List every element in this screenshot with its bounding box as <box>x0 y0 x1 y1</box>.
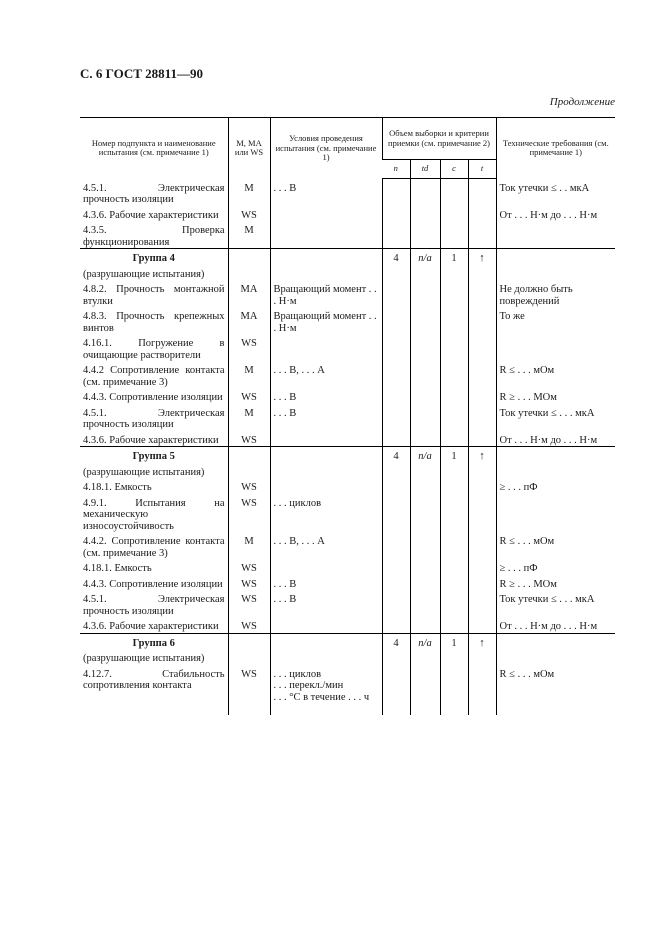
sample-t-cell <box>468 559 496 575</box>
sample-td-cell <box>410 617 440 633</box>
sample-c-cell <box>440 206 468 222</box>
sample-td-cell <box>410 265 440 281</box>
sample-n-cell <box>382 280 410 307</box>
sample-td-cell <box>410 361 440 388</box>
method-code-cell: WS <box>228 575 270 591</box>
conditions-cell: Вращающий момент . . . Н·м <box>270 280 382 307</box>
table-row <box>80 280 615 307</box>
test-name-cell: 4.4.3. Сопротивление изоляции <box>83 392 223 403</box>
table-row <box>80 463 615 479</box>
table-row <box>80 494 615 533</box>
sample-c-cell <box>440 221 468 249</box>
table-row <box>80 265 615 281</box>
sample-n-cell <box>382 404 410 431</box>
sample-t-cell <box>468 431 496 447</box>
sample-n-cell <box>382 665 410 716</box>
sample-c-cell <box>440 575 468 591</box>
test-name-cell: 4.9.1. Испытания на механическую износоустойчивость <box>83 497 225 532</box>
sample-c-cell <box>440 649 468 665</box>
sample-n-cell <box>382 388 410 404</box>
sample-t-cell <box>468 206 496 222</box>
sample-t-cell <box>468 463 496 479</box>
test-name-cell: (разрушающие испытания) <box>83 466 205 478</box>
conditions-cell: . . . В <box>270 575 382 591</box>
sample-c-cell <box>440 463 468 479</box>
sample-c-cell <box>440 334 468 361</box>
test-name-cell: 4.8.2. Прочность монтажной втулки <box>83 284 225 307</box>
test-name-cell: Группа 5 <box>80 447 228 463</box>
requirements-cell: От . . . Н·м до . . . Н·м <box>496 431 615 447</box>
method-code-cell: М <box>228 404 270 431</box>
table-row <box>80 665 615 716</box>
col-header-c: c <box>440 160 468 179</box>
conditions-cell <box>270 478 382 494</box>
col-header-n: n <box>382 160 410 179</box>
sample-c-cell: 1 <box>440 633 468 649</box>
test-name-cell: 4.5.1. Электрическая прочность изоляции <box>83 407 225 430</box>
requirements-cell <box>496 447 615 463</box>
sample-t-cell <box>468 478 496 494</box>
conditions-cell <box>270 249 382 265</box>
sample-n-cell <box>382 478 410 494</box>
requirements-cell <box>496 221 615 249</box>
table-row <box>80 179 615 206</box>
test-name-cell: (разрушающие испытания) <box>83 653 205 664</box>
group-header-row <box>80 249 615 265</box>
table-row <box>80 649 615 665</box>
sample-td-cell <box>410 280 440 307</box>
method-code-cell: WS <box>228 665 270 716</box>
sample-t-cell <box>468 361 496 388</box>
sample-n-cell <box>382 532 410 559</box>
table-row <box>80 334 615 361</box>
method-code-cell: WS <box>228 494 270 533</box>
test-name-cell: Группа 6 <box>80 633 228 649</box>
sample-n-cell <box>382 307 410 334</box>
test-name-cell: 4.5.1. Электрическая прочность изоляции <box>83 594 225 617</box>
method-code-cell: WS <box>228 559 270 575</box>
sample-t-cell <box>468 590 496 617</box>
test-name-cell: 4.18.1. Емкость <box>83 563 152 574</box>
sample-n-cell: 4 <box>382 249 410 265</box>
conditions-cell <box>270 649 382 665</box>
method-code-cell <box>228 265 270 281</box>
method-code-cell: WS <box>228 617 270 633</box>
sample-c-cell <box>440 431 468 447</box>
sample-c-cell <box>440 179 468 206</box>
method-code-cell <box>228 447 270 463</box>
sample-c-cell <box>440 265 468 281</box>
sample-n-cell <box>382 463 410 479</box>
sample-td-cell <box>410 532 440 559</box>
requirements-cell: Ток утечки ≤ . . мкА <box>496 179 615 206</box>
method-code-cell: WS <box>228 590 270 617</box>
sample-td-cell <box>410 478 440 494</box>
conditions-cell: Вращающий момент . . . Н·м <box>270 307 382 334</box>
requirements-cell: R ≤ . . . мОм <box>496 665 615 716</box>
sample-c-cell <box>440 361 468 388</box>
sample-td-cell: n/a <box>410 633 440 649</box>
sample-c-cell <box>440 559 468 575</box>
conditions-cell <box>270 265 382 281</box>
sample-n-cell: 4 <box>382 633 410 649</box>
table-row <box>80 532 615 559</box>
sample-t-cell <box>468 532 496 559</box>
method-code-cell: М <box>228 179 270 206</box>
sample-t-cell <box>468 334 496 361</box>
method-code-cell: WS <box>228 478 270 494</box>
table-row <box>80 575 615 591</box>
sample-td-cell <box>410 334 440 361</box>
sample-td-cell <box>410 463 440 479</box>
test-table <box>80 117 615 715</box>
sample-t-cell <box>468 494 496 533</box>
sample-n-cell <box>382 179 410 206</box>
requirements-cell: ≥ . . . пФ <box>496 559 615 575</box>
sample-td-cell <box>410 649 440 665</box>
sample-n-cell <box>382 206 410 222</box>
sample-n-cell <box>382 334 410 361</box>
sample-c-cell: 1 <box>440 249 468 265</box>
conditions-cell <box>270 463 382 479</box>
group-header-row <box>80 633 615 649</box>
test-name-cell: 4.3.5. Проверка функционирования <box>83 225 225 248</box>
table-row <box>80 617 615 633</box>
conditions-cell <box>270 431 382 447</box>
sample-td-cell <box>410 431 440 447</box>
table-row <box>80 361 615 388</box>
sample-td-cell <box>410 206 440 222</box>
method-code-cell <box>228 463 270 479</box>
sample-t-cell <box>468 280 496 307</box>
test-name-cell: 4.8.3. Прочность крепежных винтов <box>83 311 225 334</box>
sample-n-cell: 4 <box>382 447 410 463</box>
sample-c-cell <box>440 388 468 404</box>
method-code-cell: WS <box>228 206 270 222</box>
method-code-cell: WS <box>228 388 270 404</box>
conditions-cell: . . . В <box>270 404 382 431</box>
sample-td-cell: n/a <box>410 447 440 463</box>
group-header-row <box>80 447 615 463</box>
test-name-cell: 4.3.6. Рабочие характеристики <box>83 434 219 446</box>
conditions-cell <box>270 334 382 361</box>
requirements-cell <box>496 265 615 281</box>
test-name-cell: 4.16.1. Погружение в очищающие растворители <box>83 338 225 361</box>
conditions-cell: . . . В, . . . А <box>270 532 382 559</box>
requirements-cell: Ток утечки ≤ . . . мкА <box>496 590 615 617</box>
requirements-cell <box>496 334 615 361</box>
table-row <box>80 221 615 249</box>
sample-t-cell <box>468 265 496 281</box>
sample-td-cell <box>410 559 440 575</box>
sample-t-cell: ↑ <box>468 249 496 265</box>
conditions-cell: . . . В <box>270 590 382 617</box>
sample-c-cell <box>440 478 468 494</box>
test-name-cell: 4.4.3. Сопротивление изоляции <box>83 578 223 590</box>
method-code-cell: М <box>228 361 270 388</box>
conditions-cell <box>270 206 382 222</box>
sample-t-cell <box>468 221 496 249</box>
conditions-cell: . . . В <box>270 388 382 404</box>
sample-td-cell <box>410 307 440 334</box>
table-row <box>80 404 615 431</box>
sample-c-cell <box>440 404 468 431</box>
test-name-cell: 4.4.2 Сопротивление контакта (см. примечание 3) <box>83 365 225 388</box>
sample-t-cell <box>468 179 496 206</box>
col-header-sample: Объем выборки и критерии приемки (см. примечание 2) <box>382 118 496 160</box>
test-name-cell: 4.3.6. Рабочие характеристики <box>83 621 219 632</box>
table-row <box>80 307 615 334</box>
sample-t-cell: ↑ <box>468 633 496 649</box>
test-name-cell: 4.3.6. Рабочие характеристики <box>83 209 219 221</box>
conditions-cell <box>270 617 382 633</box>
table-row <box>80 431 615 447</box>
table-row <box>80 206 615 222</box>
sample-t-cell <box>468 404 496 431</box>
sample-c-cell <box>440 280 468 307</box>
col-header-t: t <box>468 160 496 179</box>
sample-c-cell <box>440 307 468 334</box>
sample-t-cell <box>468 649 496 665</box>
requirements-cell <box>496 249 615 265</box>
conditions-cell: . . . В <box>270 179 382 206</box>
sample-td-cell <box>410 221 440 249</box>
method-code-cell <box>228 649 270 665</box>
sample-t-cell: ↑ <box>468 447 496 463</box>
sample-td-cell <box>410 575 440 591</box>
sample-t-cell <box>468 617 496 633</box>
sample-c-cell <box>440 532 468 559</box>
sample-n-cell <box>382 649 410 665</box>
requirements-cell: R ≥ . . . МОм <box>496 575 615 591</box>
requirements-cell <box>496 463 615 479</box>
requirements-cell: То же <box>496 307 615 334</box>
sample-t-cell <box>468 665 496 716</box>
sample-c-cell <box>440 665 468 716</box>
conditions-cell: . . . циклов . . . перекл./мин . . . °С в течение . . . ч <box>270 665 382 716</box>
method-code-cell <box>228 633 270 649</box>
test-name-cell: (разрушающие испытания) <box>83 268 205 280</box>
requirements-cell: ≥ . . . пФ <box>496 478 615 494</box>
method-code-cell: МА <box>228 307 270 334</box>
requirements-cell <box>496 494 615 533</box>
sample-td-cell <box>410 665 440 716</box>
col-header-code: М, МА или WS <box>228 118 270 179</box>
sample-n-cell <box>382 617 410 633</box>
method-code-cell: М <box>228 532 270 559</box>
sample-n-cell <box>382 361 410 388</box>
requirements-cell: От . . . Н·м до . . . Н·м <box>496 206 615 222</box>
sample-c-cell: 1 <box>440 447 468 463</box>
method-code-cell: WS <box>228 334 270 361</box>
sample-td-cell <box>410 404 440 431</box>
method-code-cell: WS <box>228 431 270 447</box>
requirements-cell <box>496 649 615 665</box>
test-name-cell: 4.4.2. Сопротивление контакта (см. примечание 3) <box>83 536 225 559</box>
sample-n-cell <box>382 431 410 447</box>
sample-t-cell <box>468 388 496 404</box>
conditions-cell <box>270 221 382 249</box>
method-code-cell <box>228 249 270 265</box>
sample-n-cell <box>382 575 410 591</box>
requirements-cell <box>496 633 615 649</box>
sample-t-cell <box>468 575 496 591</box>
table-row <box>80 559 615 575</box>
table-row <box>80 478 615 494</box>
requirements-cell: Ток утечки ≤ . . . мкА <box>496 404 615 431</box>
sample-td-cell <box>410 388 440 404</box>
continuation-label: Продолжение <box>549 96 615 108</box>
conditions-cell: . . . В, . . . А <box>270 361 382 388</box>
test-name-cell: 4.5.1. Электрическая прочность изоляции <box>83 182 225 205</box>
sample-c-cell <box>440 617 468 633</box>
sample-c-cell <box>440 590 468 617</box>
sample-n-cell <box>382 559 410 575</box>
requirements-cell: От . . . Н·м до . . . Н·м <box>496 617 615 633</box>
conditions-cell <box>270 633 382 649</box>
conditions-cell <box>270 559 382 575</box>
test-name-cell: 4.12.7. Стабильность сопротивления контакта <box>83 668 225 691</box>
col-header-td: td <box>410 160 440 179</box>
sample-n-cell <box>382 265 410 281</box>
requirements-cell: R ≤ . . . мОм <box>496 361 615 388</box>
page-header: С. 6 ГОСТ 28811—90 <box>80 66 203 81</box>
col-header-subclause: Номер подпункта и наименование испытания (см. примечание 1) <box>80 118 228 179</box>
requirements-cell: R ≤ . . . мОм <box>496 532 615 559</box>
sample-t-cell <box>468 307 496 334</box>
sample-td-cell: n/a <box>410 249 440 265</box>
test-name-cell: 4.18.1. Емкость <box>83 482 152 493</box>
sample-td-cell <box>410 179 440 206</box>
sample-td-cell <box>410 494 440 533</box>
col-header-requirements: Технические требования (см. примечание 1) <box>496 118 615 179</box>
table-row <box>80 590 615 617</box>
requirements-cell: R ≥ . . . МОм <box>496 388 615 404</box>
conditions-cell: . . . циклов <box>270 494 382 533</box>
table-row <box>80 388 615 404</box>
test-name-cell: Группа 4 <box>80 249 228 265</box>
sample-n-cell <box>382 221 410 249</box>
table-body <box>80 179 615 716</box>
method-code-cell: МА <box>228 280 270 307</box>
sample-n-cell <box>382 590 410 617</box>
method-code-cell: М <box>228 221 270 249</box>
sample-n-cell <box>382 494 410 533</box>
conditions-cell <box>270 447 382 463</box>
col-header-conditions: Условия проведения испытания (см. примечание 1) <box>270 118 382 179</box>
sample-td-cell <box>410 590 440 617</box>
requirements-cell: Не должно быть повреждений <box>496 280 615 307</box>
sample-c-cell <box>440 494 468 533</box>
